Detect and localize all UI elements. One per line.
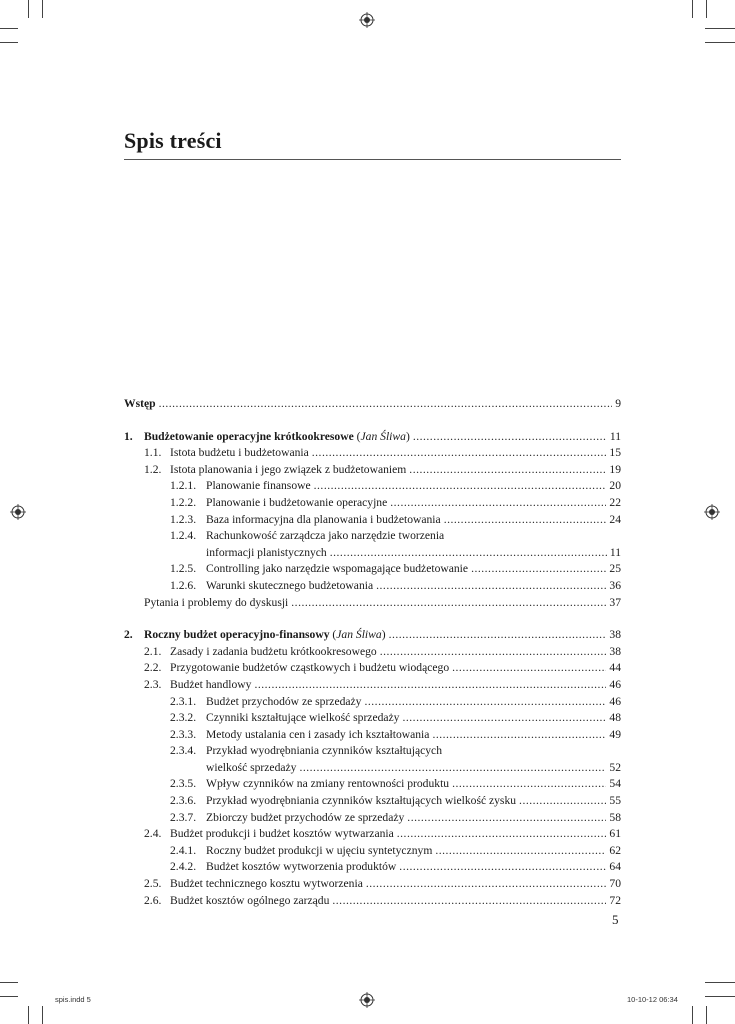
title-rule <box>124 159 621 160</box>
toc-entry[interactable] <box>124 644 621 661</box>
leader-dots <box>254 677 606 694</box>
toc-entry-number: 1.1. <box>144 446 162 460</box>
toc-entry[interactable] <box>124 445 621 462</box>
slug-timestamp: 10-10-12 06:34 <box>627 995 678 1004</box>
toc-entry-label: Budżet produkcji i budżet kosztów wytwarzania <box>170 827 394 841</box>
toc-entry[interactable] <box>124 876 621 893</box>
toc-page-number: 15 <box>609 446 621 460</box>
chapter-title: Roczny budżet operacyjno-finansowy <box>144 628 330 642</box>
chapter-number: 2. <box>124 628 133 642</box>
leader-dots <box>471 561 606 578</box>
chapter-author: Jan Śliwa <box>336 628 382 642</box>
crop-mark <box>42 0 43 18</box>
toc-entry-number: 2.3.2. <box>170 711 197 725</box>
toc-page-number: 52 <box>609 760 621 774</box>
toc-page-number: 46 <box>609 677 621 691</box>
toc-entry-label: Rachunkowość zarządcza jako narzędzie tworzenia <box>206 529 445 543</box>
toc-page-number: 25 <box>609 562 621 576</box>
crop-mark <box>0 28 18 29</box>
toc-page-number: 38 <box>609 628 621 642</box>
toc-entry[interactable] <box>124 677 621 694</box>
page-number: 5 <box>612 912 619 927</box>
toc-page-number: 49 <box>609 727 621 741</box>
toc-entry-number: 2.3.5. <box>170 777 197 791</box>
toc-entry-label: Budżet kosztów wytworzenia produktów <box>206 860 397 874</box>
toc-entry-label: Istota budżetu i budżetowania <box>170 446 309 460</box>
leader-dots <box>409 462 606 479</box>
toc-page-number: 61 <box>609 827 621 841</box>
crop-mark <box>705 982 735 983</box>
registration-mark-icon <box>10 504 26 520</box>
toc-entry-label: Metody ustalania cen i zasady ich kształtowania <box>206 727 430 741</box>
crop-mark <box>705 996 735 997</box>
toc-entry-label: Istota planowania i jego związek z budżetowaniem <box>170 462 407 476</box>
toc-entry-label: Planowanie finansowe <box>206 479 311 493</box>
toc-page-number: 9 <box>615 397 621 410</box>
crop-mark <box>706 0 707 18</box>
leader-dots <box>402 710 606 727</box>
chapter-number: 1. <box>124 429 133 443</box>
toc-page-number: 70 <box>609 877 621 891</box>
toc-page-number: 11 <box>609 429 621 443</box>
toc-entry-continuation[interactable] <box>124 760 621 777</box>
toc-entry-label: Warunki skutecznego budżetowania <box>206 578 374 592</box>
toc-entry-continuation[interactable] <box>124 545 621 562</box>
toc-entry[interactable] <box>124 893 621 910</box>
leader-dots <box>399 859 606 876</box>
toc-entry-label: Zasady i zadania budżetu krótkookresowego <box>170 644 377 658</box>
leader-dots <box>389 627 607 644</box>
leader-dots <box>413 429 607 446</box>
leader-dots <box>452 660 606 677</box>
crop-mark <box>28 0 29 18</box>
toc-page-number: 54 <box>609 777 621 791</box>
crop-mark <box>705 42 735 43</box>
crop-mark <box>692 1006 693 1024</box>
crop-mark <box>705 28 735 29</box>
chapter-title: Budżetowanie operacyjne krótkookresowe <box>144 429 354 443</box>
toc-chapter-1[interactable]: 1. Budżetowanie operacyjne krótkookresowe (Jan Śliwa) . . . 11 <box>124 429 621 446</box>
toc-entry-number: 2.5. <box>144 877 162 891</box>
toc-entry-intro[interactable] <box>124 396 621 413</box>
toc-entry-label: Wstęp <box>124 397 156 410</box>
toc-entry-number: 2.4.1. <box>170 843 197 857</box>
toc-entry-questions[interactable] <box>124 595 621 612</box>
toc-entry[interactable] <box>124 528 621 545</box>
toc-entry-label: Czynniki kształtujące wielkość sprzedaży <box>206 711 400 725</box>
crop-mark <box>42 1006 43 1024</box>
toc-entry-number: 1.2.5. <box>170 562 197 576</box>
crop-mark <box>706 1006 707 1024</box>
toc-entry[interactable] <box>124 843 621 860</box>
leader-dots <box>159 396 613 413</box>
leader-dots <box>519 793 606 810</box>
toc-entry-number: 2.1. <box>144 644 162 658</box>
toc-entry-number: 2.4.2. <box>170 860 197 874</box>
toc-entry-number: 1.2.4. <box>170 529 197 543</box>
leader-dots <box>435 843 606 860</box>
toc-page-number: 46 <box>609 694 621 708</box>
toc-entry-label: Budżet przychodów ze sprzedaży <box>206 694 362 708</box>
leader-dots <box>390 495 606 512</box>
toc-entry[interactable] <box>124 660 621 677</box>
toc-page-number: 62 <box>609 843 621 857</box>
toc-entry-label: wielkość sprzedaży <box>206 760 297 774</box>
toc-entry-number: 2.3.3. <box>170 727 197 741</box>
crop-mark <box>692 0 693 18</box>
toc-entry[interactable] <box>124 810 621 827</box>
leader-dots <box>314 478 607 495</box>
crop-mark <box>0 42 18 43</box>
toc-page-number: 19 <box>609 462 621 476</box>
toc-entry[interactable] <box>124 512 621 529</box>
toc-entry[interactable] <box>124 776 621 793</box>
toc-page-number: 22 <box>609 495 621 509</box>
toc-page-number: 11 <box>609 545 621 559</box>
chapter-author: Jan Śliwa <box>360 429 406 443</box>
registration-mark-icon <box>704 504 720 520</box>
leader-dots <box>312 445 607 462</box>
toc-page-number: 55 <box>609 794 621 808</box>
leader-dots <box>366 876 607 893</box>
toc-entry-number: 1.2. <box>144 462 162 476</box>
toc-entry-number: 2.6. <box>144 893 162 907</box>
crop-mark <box>0 982 18 983</box>
toc-entry-label: Budżet technicznego kosztu wytworzenia <box>170 877 363 891</box>
toc-page-number: 38 <box>609 644 621 658</box>
toc-entry-number: 1.2.1. <box>170 479 197 493</box>
toc-entry-number: 1.2.2. <box>170 495 197 509</box>
toc-entry-label: Wpływ czynników na zmiany rentowności produktu <box>206 777 450 791</box>
toc-entry-number: 1.2.3. <box>170 512 197 526</box>
toc-entry[interactable] <box>124 859 621 876</box>
leader-dots <box>291 595 606 612</box>
registration-mark-icon <box>359 12 375 28</box>
crop-mark <box>0 996 18 997</box>
leader-dots <box>444 512 607 529</box>
toc-page-number: 72 <box>609 893 621 907</box>
toc-entry-label: Przygotowanie budżetów cząstkowych i budżetu wiodącego <box>170 661 450 675</box>
leader-dots <box>432 727 606 744</box>
toc-entry[interactable] <box>124 743 621 760</box>
leader-dots <box>397 826 607 843</box>
toc-page-number: 58 <box>609 810 621 824</box>
toc-entry-label: Budżet handlowy <box>170 677 252 691</box>
toc-entry-label: Zbiorczy budżet przychodów ze sprzedaży <box>206 810 405 824</box>
toc-entry-number: 2.3.6. <box>170 794 197 808</box>
toc-entry-number: 2.3.1. <box>170 694 197 708</box>
toc-entry[interactable] <box>124 826 621 843</box>
toc-entry-label: informacji planistycznych <box>206 545 327 559</box>
toc-page-number: 64 <box>609 860 621 874</box>
leader-dots <box>364 694 606 711</box>
toc-entry[interactable] <box>124 495 621 512</box>
leader-dots <box>330 545 607 562</box>
toc-entry[interactable] <box>124 694 621 711</box>
leader-dots <box>407 810 606 827</box>
toc-entry-label: Roczny budżet produkcji w ujęciu syntetycznym <box>206 843 433 857</box>
toc-entry-number: 2.2. <box>144 661 162 675</box>
toc-entry-number: 2.3.4. <box>170 744 197 758</box>
toc-entry[interactable] <box>124 478 621 495</box>
toc-chapter-2[interactable]: 2. Roczny budżet operacyjno-finansowy (Jan Śliwa) . . . 38 <box>124 627 621 644</box>
toc-entry-label: Pytania i problemy do dyskusji <box>144 595 289 609</box>
page-title: Spis treści <box>124 128 222 153</box>
crop-mark <box>28 1006 29 1024</box>
toc-entry[interactable] <box>124 462 621 479</box>
toc-entry-number: 2.3. <box>144 677 162 691</box>
toc-page-number: 36 <box>609 578 621 592</box>
toc-page-number: 48 <box>609 711 621 725</box>
toc-entry[interactable] <box>124 578 621 595</box>
toc-page-number: 44 <box>609 661 621 675</box>
toc-entry[interactable] <box>124 710 621 727</box>
toc-entry-label: Baza informacyjna dla planowania i budżetowania <box>206 512 441 526</box>
toc-entry[interactable] <box>124 727 621 744</box>
toc-entry-label: Przykład wyodrębniania czynników kształtujących <box>206 744 442 758</box>
toc-page-number: 37 <box>609 595 621 609</box>
toc-entry-label: Planowanie i budżetowanie operacyjne <box>206 495 388 509</box>
toc-entry[interactable] <box>124 793 621 810</box>
table-of-contents <box>124 396 621 909</box>
toc-entry-number: 2.3.7. <box>170 810 197 824</box>
registration-mark-icon <box>359 992 375 1008</box>
toc-page-number: 24 <box>609 512 621 526</box>
leader-dots <box>332 893 606 910</box>
toc-entry-number: 1.2.6. <box>170 578 197 592</box>
toc-entry-label: Controlling jako narzędzie wspomagające budżetowanie <box>206 562 469 576</box>
toc-entry-number: 2.4. <box>144 827 162 841</box>
leader-dots <box>380 644 607 661</box>
leader-dots <box>452 776 606 793</box>
toc-entry-label: Budżet kosztów ogólnego zarządu <box>170 893 330 907</box>
toc-page-number: 20 <box>609 479 621 493</box>
leader-dots <box>299 760 606 777</box>
toc-entry[interactable] <box>124 561 621 578</box>
leader-dots <box>376 578 606 595</box>
toc-entry-label: Przykład wyodrębniania czynników kształtujących wielkość zysku <box>206 794 517 808</box>
slug-file-info: spis.indd 5 <box>55 995 91 1004</box>
